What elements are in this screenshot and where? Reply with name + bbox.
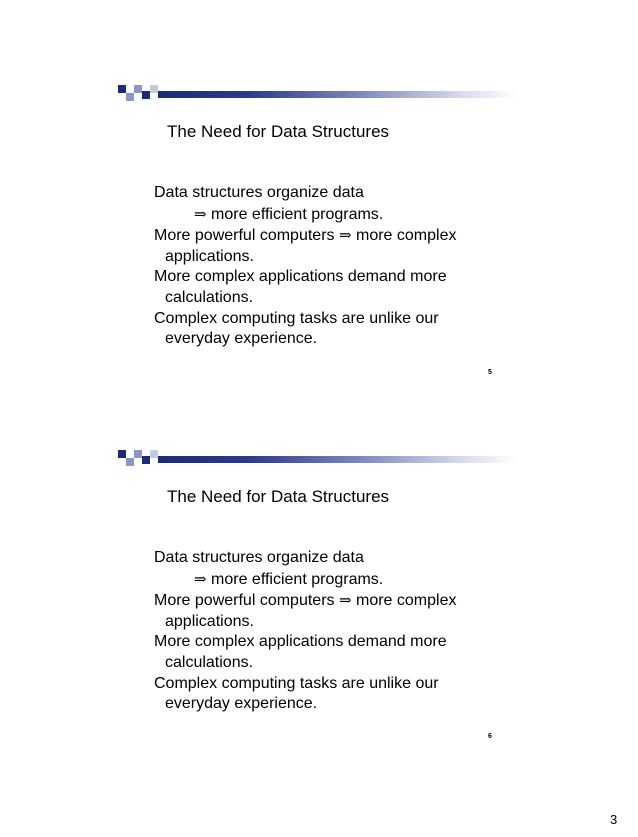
body-line	[154, 590, 514, 612]
slide-6	[0, 447, 638, 807]
slide-body	[154, 183, 514, 350]
body-line	[154, 204, 514, 226]
body-line: everyday experience.	[165, 330, 318, 348]
body-line: More complex applications demand more	[154, 268, 447, 286]
header-decoration	[118, 447, 518, 467]
implies-arrow: ⇒	[338, 226, 352, 245]
header-decoration	[118, 82, 518, 102]
body-text: More powerful computers	[154, 227, 339, 245]
body-line: Complex computing tasks are unlike our	[154, 309, 439, 327]
body-line: More complex applications demand more	[154, 633, 447, 651]
body-text: More powerful computers	[154, 592, 339, 610]
slide-title: The Need for Data Structures	[167, 487, 390, 506]
slide-5	[0, 82, 638, 442]
body-line	[154, 225, 514, 247]
body-line: Data structures organize data	[154, 549, 364, 566]
body-text: more complex	[351, 227, 457, 245]
body-text: more complex	[351, 592, 457, 610]
body-text: more efficient programs.	[206, 205, 384, 223]
implies-arrow: ⇒	[338, 591, 352, 610]
body-line: applications.	[165, 612, 254, 630]
body-line: everyday experience.	[165, 695, 318, 713]
slide-number: 5	[488, 369, 492, 376]
body-line: calculations.	[165, 653, 254, 671]
page-number: 3	[610, 812, 618, 827]
slide-number: 6	[488, 733, 492, 740]
body-line: Complex computing tasks are unlike our	[154, 674, 439, 692]
body-line	[154, 569, 514, 591]
implies-arrow: ⇒	[194, 204, 207, 223]
slide-title: The Need for Data Structures	[167, 122, 390, 141]
body-text: more efficient programs.	[206, 570, 384, 588]
body-line: applications.	[165, 247, 254, 265]
body-line: calculations.	[165, 288, 254, 306]
implies-arrow: ⇒	[194, 569, 207, 588]
body-line: Data structures organize data	[154, 184, 364, 201]
slide-body	[154, 548, 514, 715]
